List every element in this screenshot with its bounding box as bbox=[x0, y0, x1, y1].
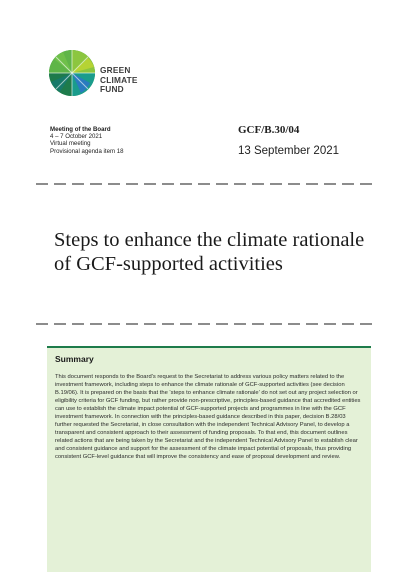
meeting-title: Meeting of the Board bbox=[50, 126, 111, 133]
document-title: Steps to enhance the climate rationale of GCF-supported activities bbox=[54, 229, 365, 275]
meeting-info bbox=[50, 126, 124, 155]
document-date: 13 September 2021 bbox=[238, 145, 340, 157]
logo-line-green: GREEN bbox=[100, 65, 131, 75]
document-code: GCF/B.30/04 bbox=[238, 124, 300, 136]
summary-heading: Summary bbox=[55, 354, 94, 364]
document-meta bbox=[238, 124, 339, 157]
logo-wordmark bbox=[100, 66, 138, 95]
bottom-separator bbox=[36, 320, 374, 328]
meeting-dates: 4 – 7 October 2021 bbox=[50, 133, 103, 141]
globe-petals-icon bbox=[48, 49, 96, 97]
logo-line-climate: CLIMATE bbox=[100, 74, 138, 85]
top-separator bbox=[36, 180, 374, 188]
meeting-mode: Virtual meeting bbox=[50, 140, 91, 148]
summary-text: This document responds to the Board’s request to the Secretariat to address various policy matters related to the investment framework, including steps to enhance the climate rationale of GCF-supported activities (see decision B.19/06). It is prepared on the basis that the ‘steps to enhance climate rationale’ do not set out any project selection or eligibility criteria for GCF funding, but rather provide non-prescriptive, principles-based guidance that accredited entities can use to establish the climate impact potential of GCF-supported projects and programmes in line with the GCF investment framework. In connection with the principles-based guidance described in this paper, decision B.28/03 further requested the Secretariat, in close consultation with the independent Technical Advisory Panel, to develop a transparent and consistent approach to their assessment of funding proposals. To that end, this document outlines related actions that are being taken by the Secretariat and the independent Technical Advisory Panel to establish clear and consistent guidance and support for the assessment of the climate impact potential of proposals, thus providing consistent GCF-level guidance that will improve the consistency and ease of proposal development and review. bbox=[55, 374, 361, 461]
summary-box bbox=[47, 346, 371, 572]
agenda-item: Provisional agenda item 18 bbox=[50, 147, 124, 155]
logo-line-fund: FUND bbox=[100, 84, 124, 95]
